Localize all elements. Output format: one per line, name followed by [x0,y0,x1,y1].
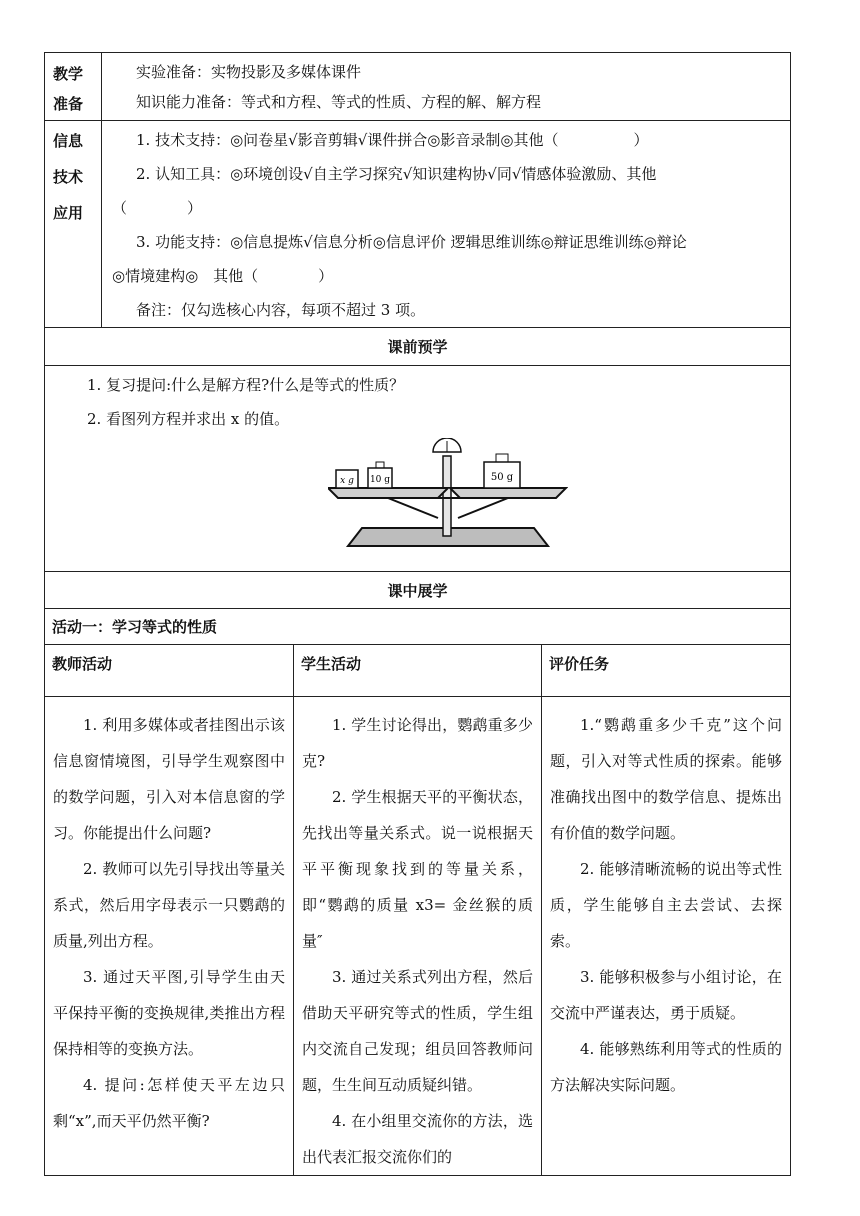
tech-content-cell [102,121,791,328]
student-item-1: 1. 学生讨论得出，鹦鹉重多少克? [302,716,533,770]
preview-question-1: 1. 复习提问:什么是解方程?什么是等式的性质？ [87,376,405,394]
prep-label-cell [45,53,102,121]
tech-line-5: ◎情境建构◎ 其他（ ） [112,267,334,285]
teacher-item-4: 4. 提问:怎样使天平左边只剩“x”,而天平仍然平衡? [53,1076,285,1130]
activity-title: 活动一：学习等式的性质 [45,609,791,645]
scale-pillar [443,456,451,536]
preview-content-cell [45,366,791,572]
tech-label-1: 信息 [53,132,84,150]
teacher-item-1: 1. 利用多媒体或者挂图出示该信息窗情境图，引导学生观察图中的数学问题，引入对本信息窗的学习。你能提出什么问题? [53,716,285,842]
right-pan [450,488,566,498]
tech-line-2: 2. 认知工具：◎环境创设√自主学习探究√知识建构协√同√情感体验激励、其他 [136,165,657,183]
fifty-gram-label: 50 g [490,472,514,483]
lesson-plan-table [44,52,791,1176]
tech-line-6: 备注：仅勾选核心内容，每项不超过 3 项。 [136,301,426,319]
preview-question-2: 2. 看图列方程并求出 x 的值。 [87,410,290,428]
col-teacher-header: 教师活动 [45,645,294,697]
preview-title: 课前预学 [45,328,791,366]
ten-gram-label: 10 g [369,475,391,485]
eval-task-cell [542,697,791,1176]
student-item-2: 2. 学生根据天平的平衡状态，先找出等量关系式。说一说根据天平平衡现象找到的等量关系，即“鹦鹉的质量 x3= 金丝猴的质量″ [302,788,533,950]
eval-item-3: 3. 能够积极参与小组讨论，在交流中严谨表达，勇于质疑。 [550,968,782,1022]
student-activity-cell [294,697,542,1176]
lesson-plan-page [44,52,790,1176]
student-item-3: 3. 通过关系式列出方程，然后借助天平研究等式的性质，学生组内交流自己发现；组员回答教师问题，生生间互动质疑纠错。 [302,968,533,1094]
student-item-4: 4. 在小组里交流你的方法，选出代表汇报交流你们的 [302,1112,533,1166]
tech-label-cell [45,121,102,328]
prep-content-cell [102,53,791,121]
class-title: 课中展学 [45,572,791,609]
tech-label-2: 技术 [53,168,84,186]
tech-label-3: 应用 [53,204,84,222]
balance-scale-image [328,438,568,556]
teacher-activity-cell [45,697,294,1176]
tech-line-1: 1. 技术支持：◎问卷星√影音剪辑√课件拼合◎影音录制◎其他（ ） [136,131,649,149]
prep-line-1: 实验准备：实物投影及多媒体课件 [136,63,362,81]
teacher-item-3: 3. 通过天平图,引导学生由天平保持平衡的变换规律,类推出方程保持相等的变换方法。 [53,968,285,1058]
col-student-header: 学生活动 [294,645,542,697]
tech-line-4: 3. 功能支持：◎信息提炼√信息分析◎信息评价 逻辑思维训练◎辩证思维训练◎辩论 [136,233,687,251]
eval-item-2: 2. 能够清晰流畅的说出等式性质，学生能够自主去尝试、去探索。 [550,860,782,950]
unknown-weight-label: x g [340,476,354,486]
prep-line-2: 知识能力准备：等式和方程、等式的性质、方程的解、解方程 [136,93,542,111]
left-pan [328,488,448,498]
col-eval-header: 评价任务 [542,645,791,697]
teacher-item-2: 2. 教师可以先引导找出等量关系式，然后用字母表示一只鹦鹉的质量,列出方程。 [53,860,285,950]
prep-label-1: 教学 [53,65,84,83]
tech-line-3: （ ） [112,199,203,217]
prep-label-2: 准备 [53,95,84,113]
eval-item-4: 4. 能够熟练利用等式的性质的方法解决实际问题。 [550,1040,782,1094]
eval-item-1: 1.“鹦鹉重多少千克”这个问题，引入对等式性质的探索。能够准确找出图中的数学信息、提炼出有价值的数学问题。 [550,716,782,842]
